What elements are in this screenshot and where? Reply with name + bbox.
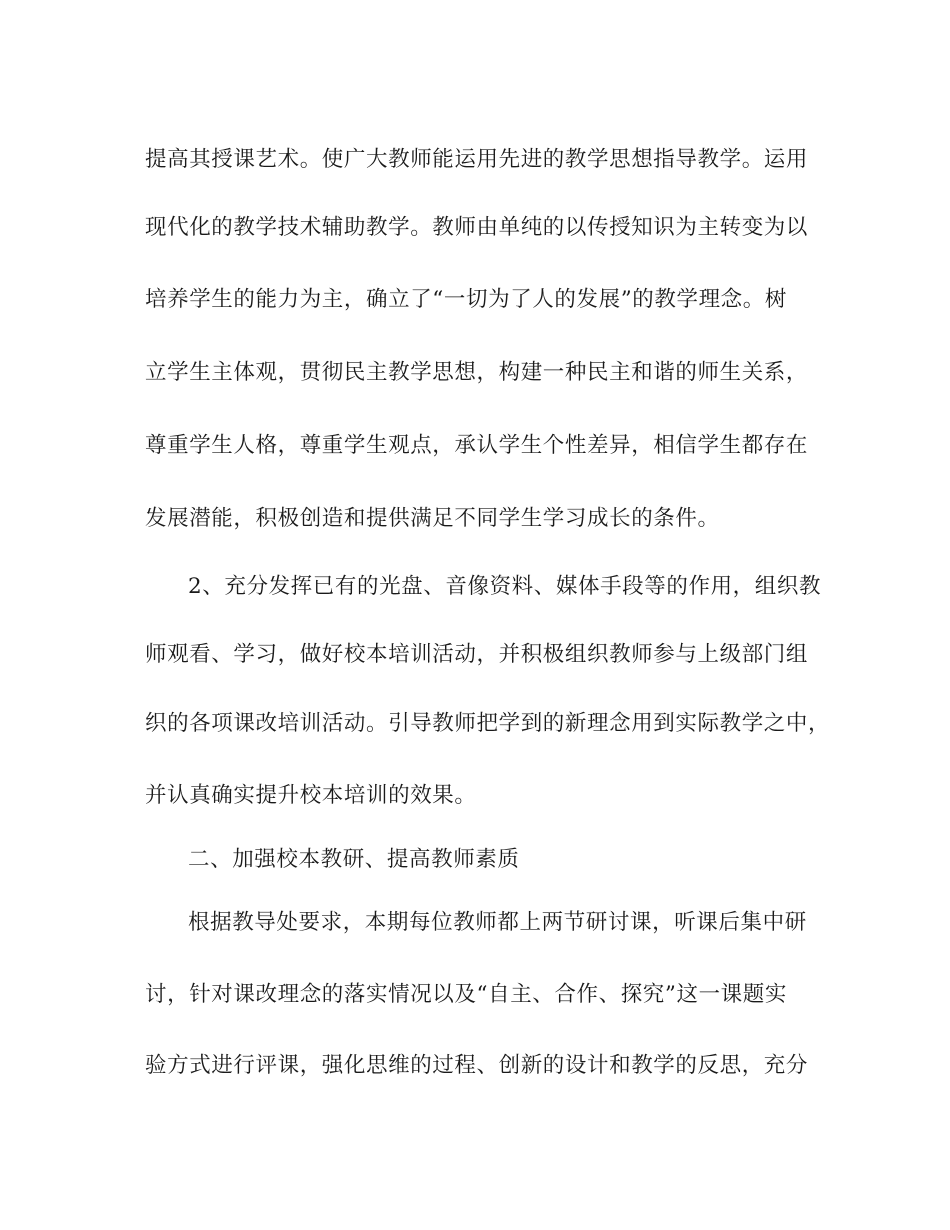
text-line: 培养学生的能力为主，确立了“一切为了人的发展”的教学理念。树	[145, 287, 787, 312]
paragraph-first-line: 2、充分发挥已有的光盘、音像资料、媒体手段等的作用，组织教	[188, 574, 822, 599]
text-line: 验方式进行评课，强化思维的过程、创新的设计和教学的反思，充分	[145, 1053, 809, 1078]
text-line: 尊重学生人格，尊重学生观点，承认学生个性差异，相信学生都存在	[145, 433, 809, 458]
text-line: 立学生主体观，贯彻民主教学思想，构建一种民主和谐的师生关系，	[145, 360, 809, 385]
text-line: 提高其授课艺术。使广大教师能运用先进的教学思想指导教学。运用	[145, 147, 809, 172]
text-line: 织的各项课改培训活动。引导教师把学到的新理念用到实际教学之中，	[145, 711, 831, 736]
paragraph-first-line: 根据教导处要求，本期每位教师都上两节研讨课，听课后集中研	[188, 910, 807, 935]
text-line: 并认真确实提升校本培训的效果。	[145, 783, 477, 808]
text-line: 现代化的教学技术辅助教学。教师由单纯的以传授知识为主转变为以	[145, 215, 809, 240]
section-heading: 二、加强校本教研、提高教师素质	[188, 847, 520, 872]
text-line: 师观看、学习，做好校本培训活动，并积极组织教师参与上级部门组	[145, 642, 809, 667]
text-line: 发展潜能，积极创造和提供满足不同学生学习成长的条件。	[145, 506, 720, 531]
text-line: 讨，针对课改理念的落实情况以及“自主、合作、探究”这一课题实	[145, 982, 787, 1007]
